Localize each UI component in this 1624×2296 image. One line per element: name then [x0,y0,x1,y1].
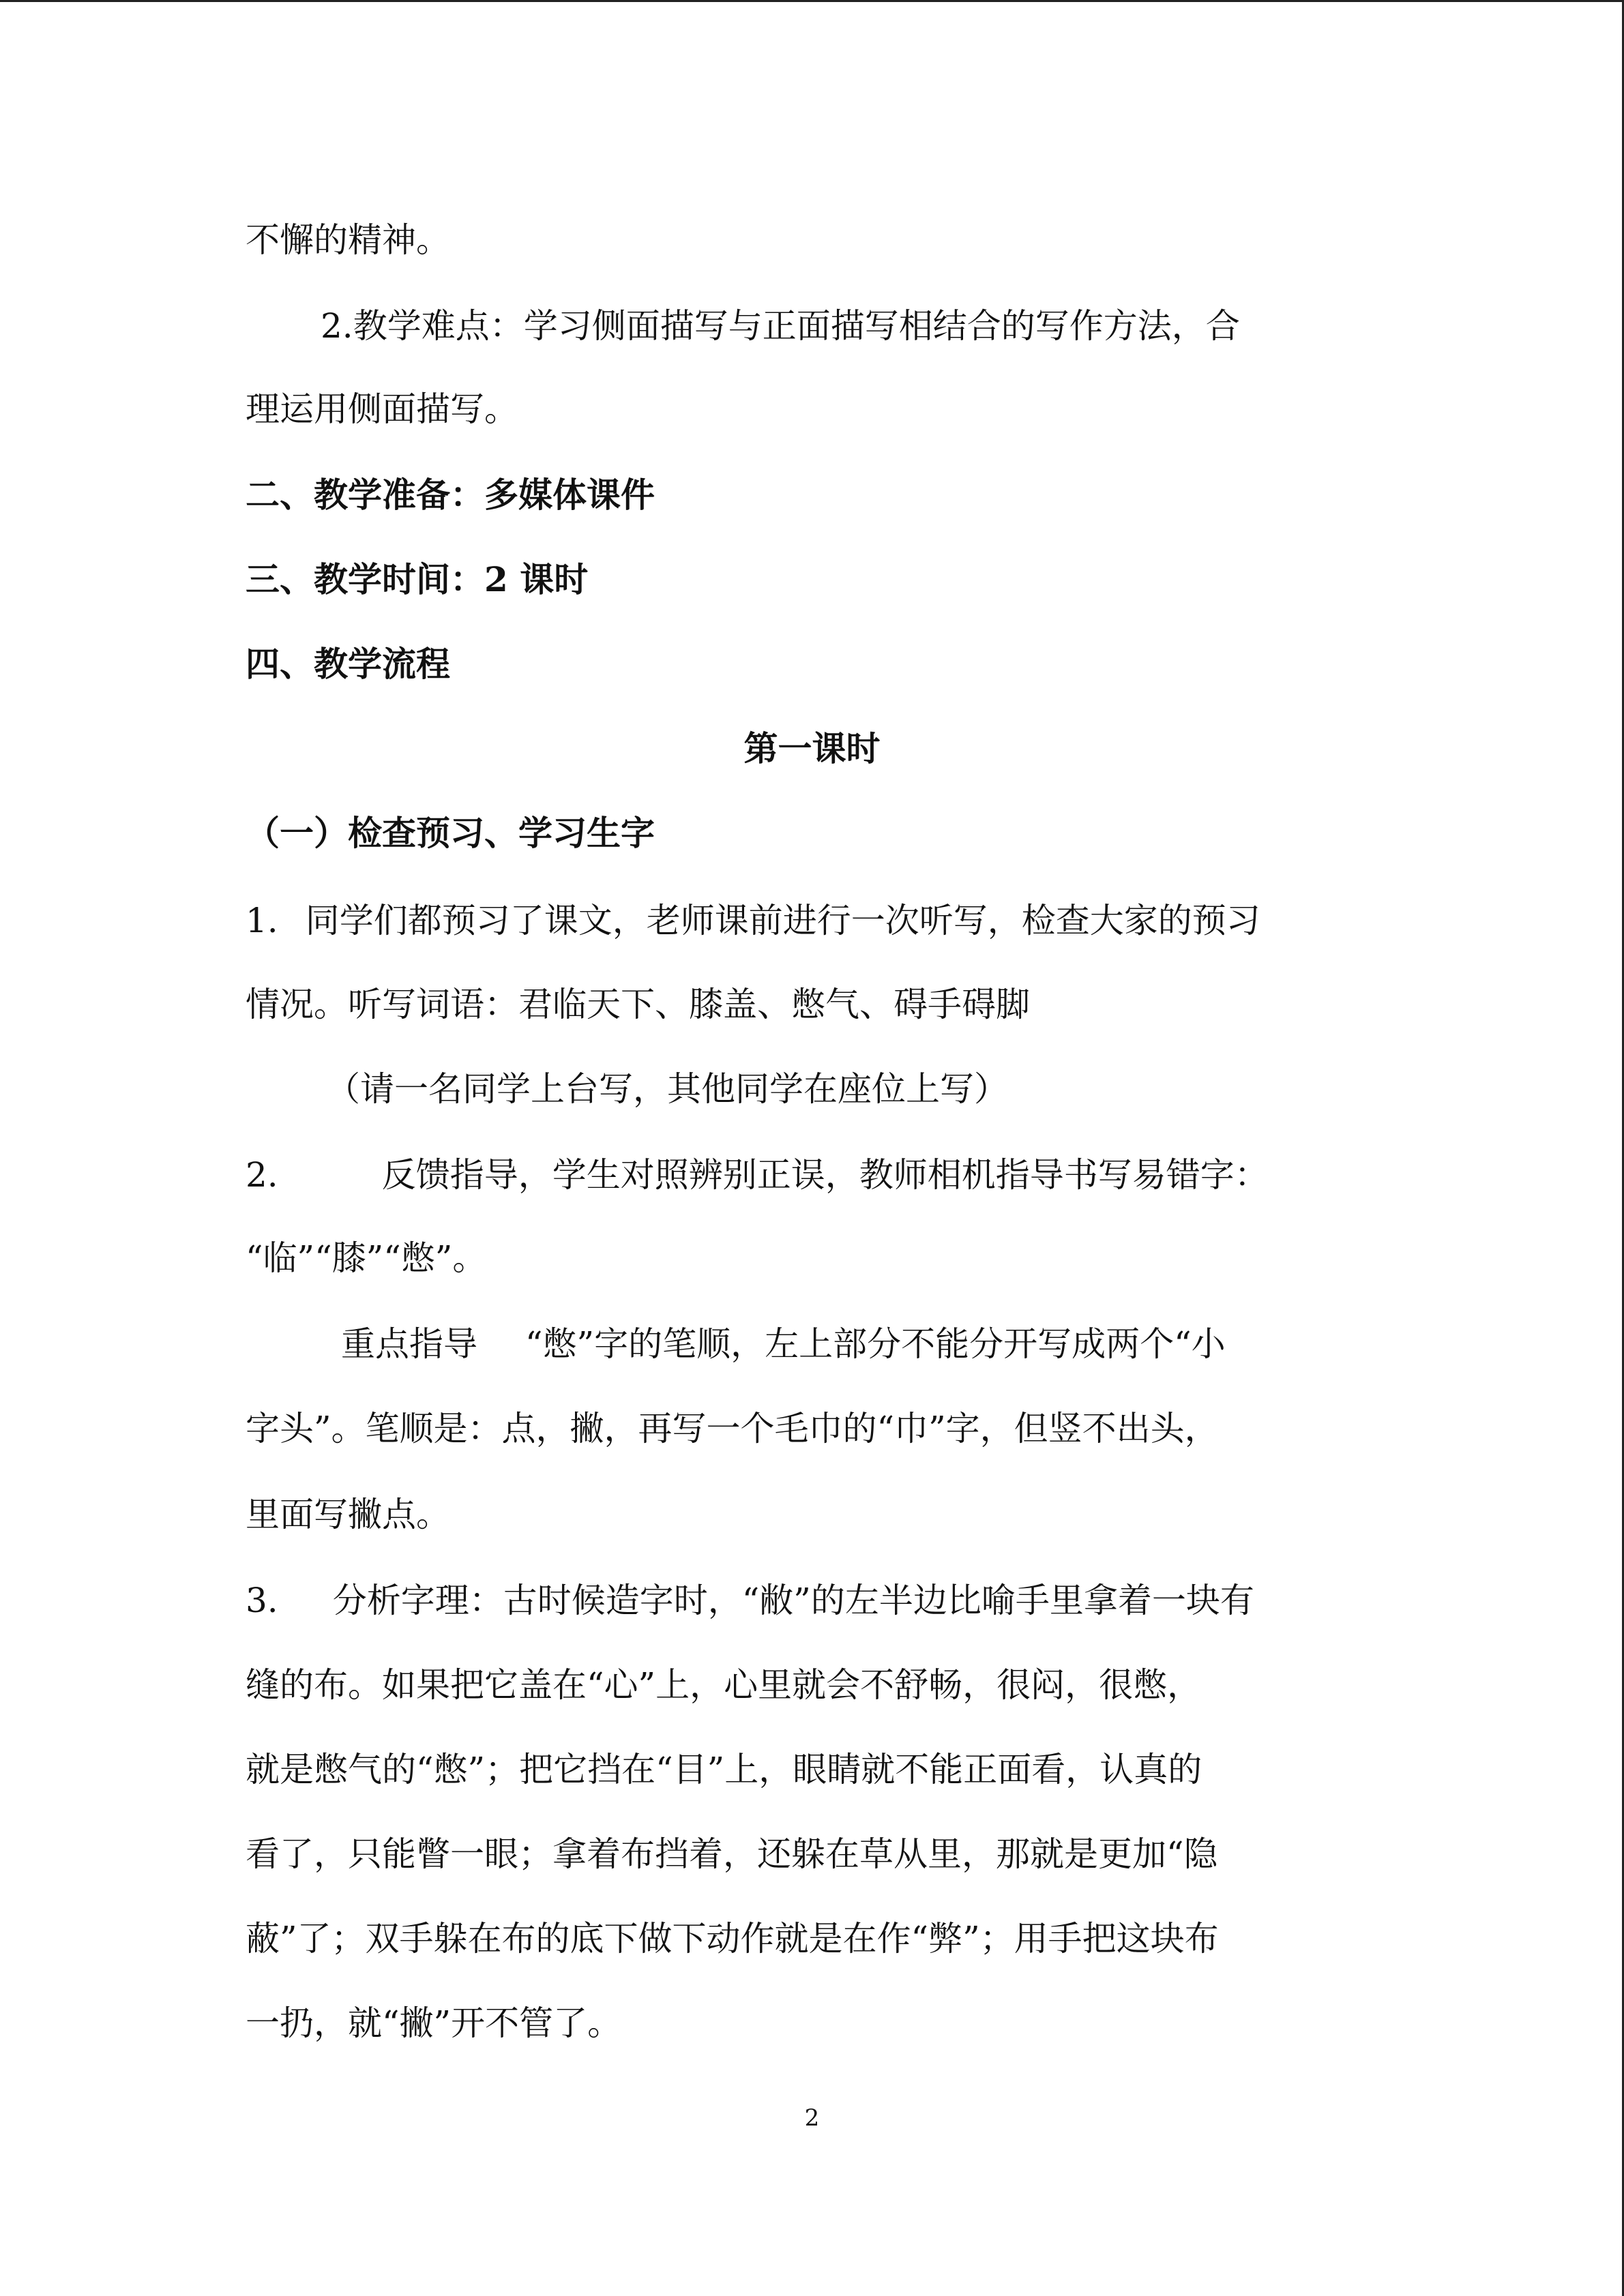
item-number: 2. [246,1155,278,1195]
numbered-item-3-cont-1: 缝的布。如果把它盖在“心”上，心里就会不舒畅，很闷，很憋， [246,1665,1202,1705]
numbered-item-2 [246,1151,1269,1199]
text-line-continuation: 不懈的精神。 [246,220,450,260]
text-line-teaching-difficulty-cont: 理运用侧面描写。 [246,389,518,429]
heading-teaching-time: 三、教学时间：2 课时 [246,559,589,599]
text-line-stroke-order-cont: 里面写撇点。 [246,1495,450,1534]
text-line-teaching-difficulty: 2.教学难点：学习侧面描写与正面描写相结合的写作方法，合 [321,306,1240,346]
top-border [0,0,1624,2]
item-text: 分析字理：古时候造字时，“敝”的左半边比喻手里拿着一块有 [332,1581,1254,1620]
text-line-instruction: （请一名同学上台写，其他同学在座位上写） [326,1069,1008,1109]
numbered-item-1-cont: 情况。听写词语：君临天下、膝盖、憋气、碍手碍脚 [246,985,1030,1024]
item-number: 3. [246,1581,278,1620]
item-text: 反馈指导，学生对照辨别正误，教师相机指导书写易错字： [381,1155,1269,1195]
numbered-item-1 [246,897,1260,944]
numbered-item-3-cont-2: 就是憋气的“憋”；把它挡在“目”上，眼睛就不能正面看，认真的 [246,1750,1202,1789]
heading-check-preview: （一）检查预习、学习生字 [246,813,655,853]
heading-teaching-process: 四、教学流程 [246,644,450,684]
text-line-stroke-order: 字头”。笔顺是：点，撇，再写一个毛巾的“巾”字，但竖不出头， [246,1409,1219,1448]
heading-first-lesson: 第一课时 [743,728,881,769]
numbered-item-3-cont-3: 看了，只能瞥一眼；拿着布挡着，还躲在草从里，那就是更加“隐 [246,1834,1218,1874]
page-number: 2 [804,2104,820,2132]
item-number: 1. [246,901,278,940]
numbered-item-3-cont-5: 一扔，就“撇”开不管了。 [246,2003,622,2043]
numbered-item-3-cont-4: 蔽”了；双手躲在布的底下做下动作就是在作“弊”；用手把这块布 [246,1919,1219,1958]
text-line-key-guidance [341,1320,1226,1368]
numbered-item-2-cont: “临”“膝”“憋”。 [246,1238,487,1278]
key-guidance-label: 重点指导 [341,1324,477,1364]
item-text: 同学们都预习了课文，老师课前进行一次听写，检查大家的预习 [305,901,1260,940]
numbered-item-3 [246,1577,1254,1624]
heading-teaching-preparation: 二、教学准备：多媒体课件 [246,475,655,515]
key-guidance-text: “憋”字的笔顺，左上部分不能分开写成两个“小 [525,1324,1226,1364]
